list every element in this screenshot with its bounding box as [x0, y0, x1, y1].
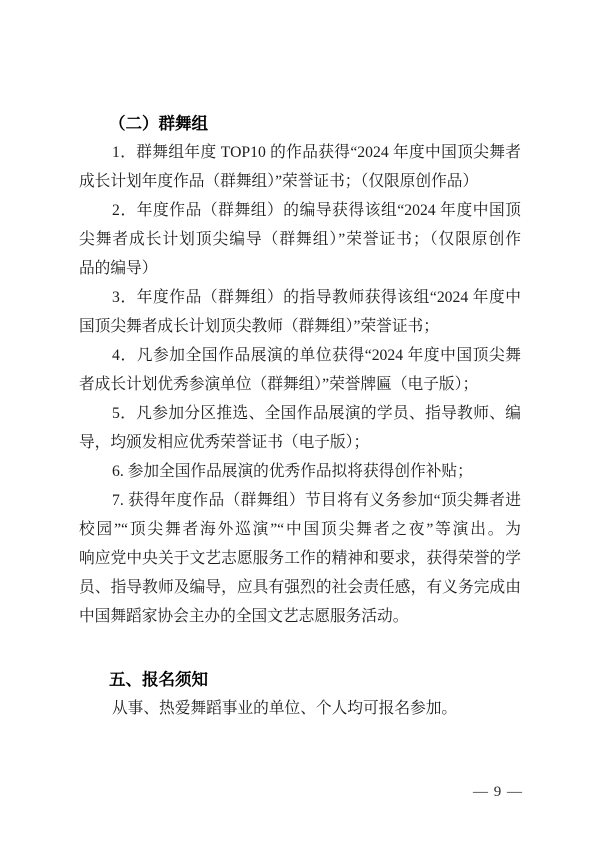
doc-line: 校园”“顶尖舞者海外巡演”“中国顶尖舞者之夜”等演出。为: [79, 521, 521, 538]
doc-line: 员、指导教师及编导，应具有强烈的社会责任感，有义务完成由: [79, 579, 521, 596]
doc-line: 从事、热爱舞蹈事业的单位、个人均可报名参加。: [112, 700, 458, 717]
doc-line: 3．年度作品（群舞组）的指导教师获得该组“2024 年度中: [112, 289, 521, 306]
section-heading-group-dance: （二）群舞组: [109, 114, 208, 133]
doc-line: 1．群舞组年度 TOP10 的作品获得“2024 年度中国顶尖舞者: [112, 144, 521, 161]
doc-line: 者成长计划优秀参演单位（群舞组）”荣誉牌匾（电子版）；: [79, 376, 479, 393]
doc-line: 2．年度作品（群舞组）的编导获得该组“2024 年度中国顶: [112, 202, 521, 219]
doc-line: 导，均颁发相应优秀荣誉证书（电子版）；: [79, 434, 370, 451]
doc-line: 6. 参加全国作品展演的优秀作品拟将获得创作补贴；: [112, 463, 473, 480]
doc-line: 4．凡参加全国作品展演的单位获得“2024 年度中国顶尖舞: [112, 347, 521, 364]
doc-line: 5．凡参加分区推选、全国作品展演的学员、指导教师、编: [112, 405, 521, 422]
doc-line: 品的编导）: [79, 260, 158, 277]
doc-line: 国顶尖舞者成长计划顶尖教师（群舞组）”荣誉证书；: [79, 318, 439, 335]
section-heading-registration-notice: 五、报名须知: [109, 670, 208, 689]
doc-line: 7. 获得年度作品（群舞组）节目将有义务参加“顶尖舞者进: [112, 492, 521, 509]
doc-line: 中国舞蹈家协会主办的全国文艺志愿服务活动。: [79, 608, 409, 625]
document-text-block: [79, 109, 521, 723]
doc-line: 尖舞者成长计划顶尖编导（群舞组）”荣誉证书；（仅限原创作: [79, 231, 521, 248]
page-number: — 9 —: [473, 784, 523, 800]
doc-line: 成长计划年度作品（群舞组）”荣誉证书；（仅限原创作品）: [79, 173, 479, 190]
doc-line: 响应党中央关于文艺志愿服务工作的精神和要求，获得荣誉的学: [79, 550, 521, 567]
